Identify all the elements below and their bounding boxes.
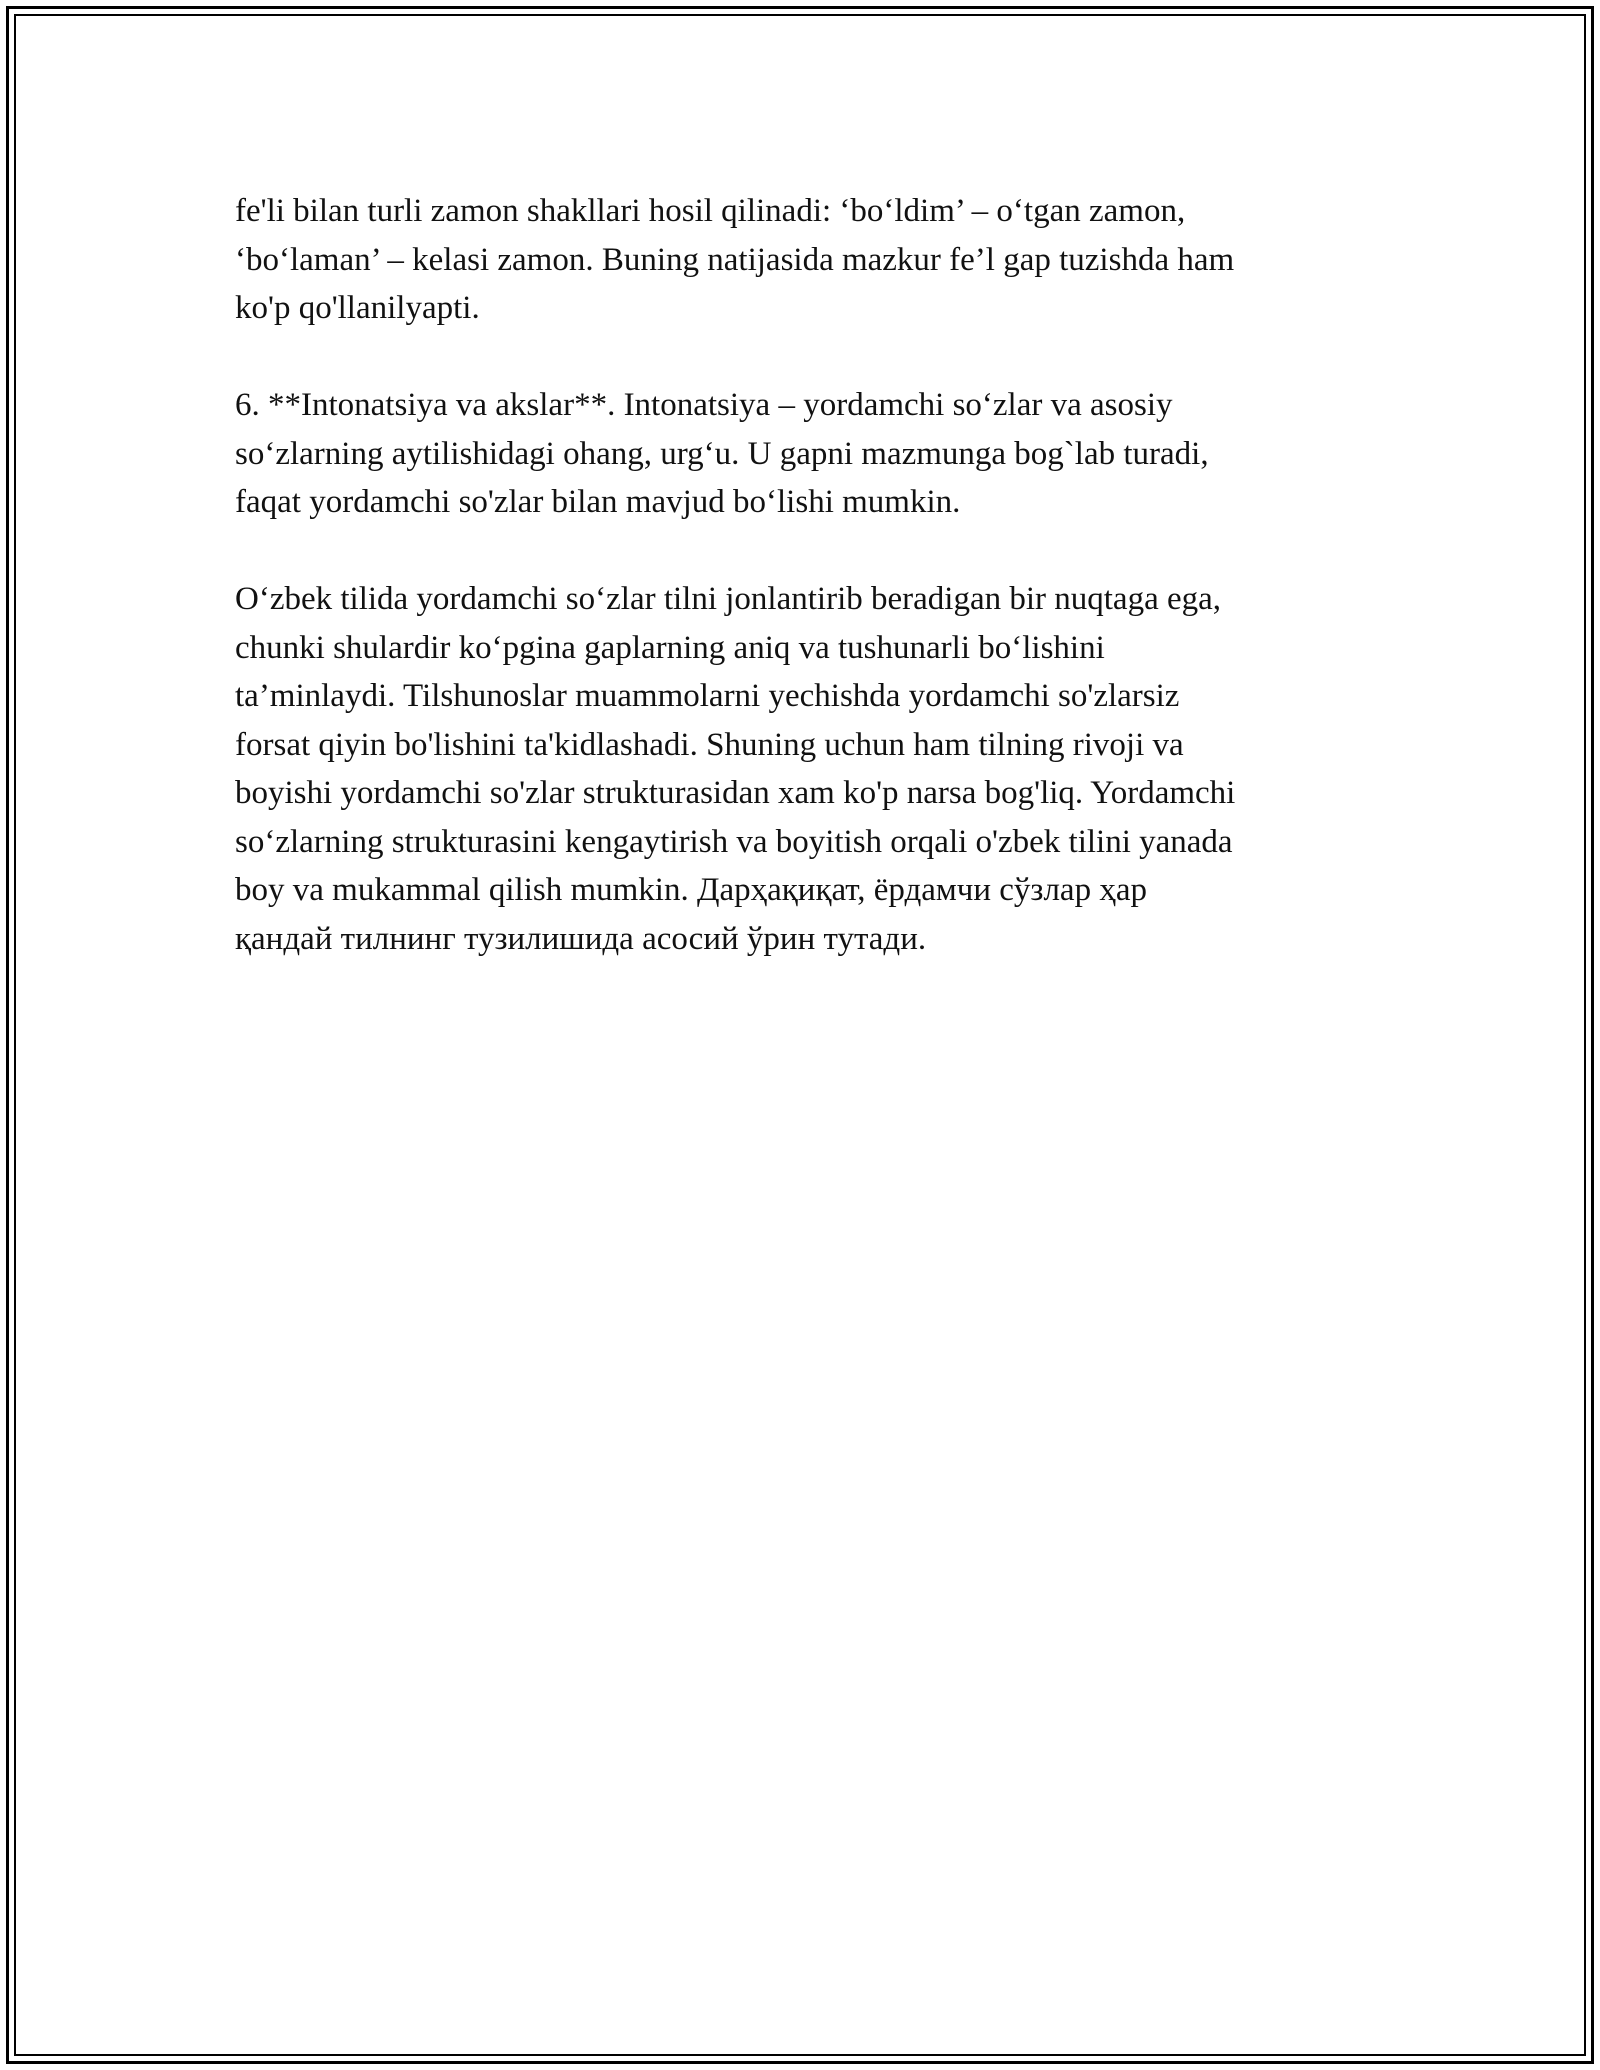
- text-line: so‘zlarning strukturasini kengaytirish va boyitish orqali o'zbek tilini yanada: [235, 823, 1233, 860]
- text-line: faqat yordamchi so'zlar bilan mavjud bo‘lishi mumkin.: [235, 484, 961, 520]
- text-line: forsat qiyin bo'lishini ta'kidlashadi. Shuning uchun ham tilning rivoji va: [235, 726, 1184, 763]
- text-line: fe'li bilan turli zamon shakllari hosil qilinadi: ‘bo‘ldim’ – o‘tgan zamon,: [235, 193, 1186, 229]
- paragraph-verb-tenses: [235, 187, 1365, 333]
- text-line: ko'p qo'llanilyapti.: [235, 290, 480, 326]
- text-line: chunki shulardir ko‘pgina gaplarning aniq va tushunarli bo‘lishini: [235, 629, 1105, 666]
- text-line: ‘bo‘laman’ – kelasi zamon. Buning natijasida mazkur fe’l gap tuzishda ham: [235, 241, 1235, 278]
- text-line: ta’minlaydi. Tilshunoslar muammolarni yechishda yordamchi so'zlarsiz: [235, 678, 1180, 714]
- text-line: O‘zbek tilida yordamchi so‘zlar tilni jonlantirib beradigan bir nuqtaga ega,: [235, 581, 1222, 617]
- document-body: [235, 187, 1365, 1012]
- text-line: қандай тилнинг тузилишида асосий ўрин тутади.: [235, 920, 927, 957]
- paragraph-intonation: [235, 381, 1365, 527]
- text-line: so‘zlarning aytilishidagi ohang, urg‘u. U gapni mazmunga bog`lab turadi,: [235, 435, 1209, 472]
- text-line: 6. **Intonatsiya va akslar**. Intonatsiya – yordamchi so‘zlar va asosiy: [235, 387, 1173, 423]
- text-line: boyishi yordamchi so'zlar strukturasidan xam ko'p narsa bog'liq. Yordamchi: [235, 775, 1236, 811]
- paragraph-conclusion: [235, 575, 1365, 963]
- text-line: boy va mukammal qilish mumkin. Дарҳақиқат, ёрдамчи сўзлар ҳар: [235, 872, 1147, 908]
